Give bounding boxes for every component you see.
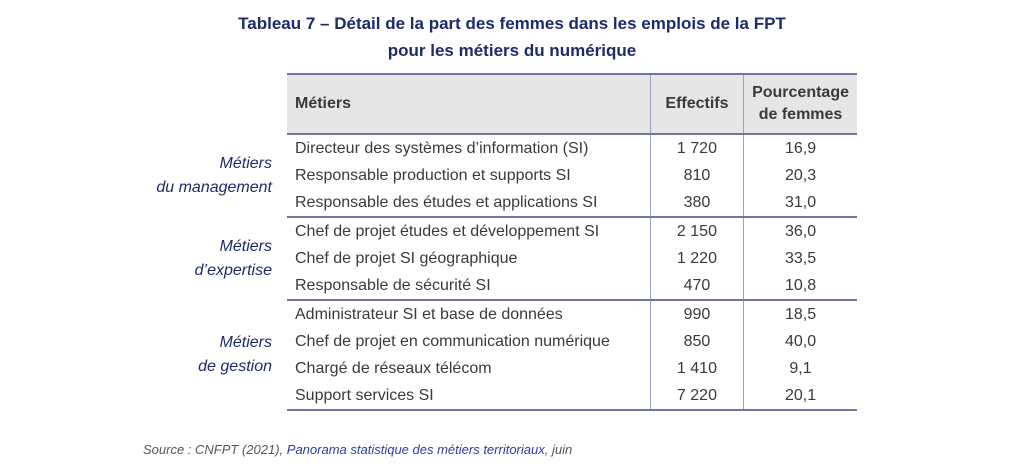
cell-effectifs: 850 [650,328,743,355]
header-effectifs: Effectifs [650,74,743,134]
group-label-line-1: Métiers [219,154,272,172]
cell-effectifs: 990 [650,300,743,328]
cell-effectifs: 1 220 [650,245,743,272]
cell-pourcentage: 10,8 [744,272,857,300]
group-label-line-1: Métiers [219,237,272,255]
cell-effectifs: 7 220 [650,382,743,410]
cell-pourcentage: 33,5 [744,245,857,272]
data-table [287,73,857,411]
source-link[interactable]: Panorama statistique des métiers territoriaux [286,442,545,457]
group-label-line-2: du management [156,178,272,196]
cell-metier: Chargé de réseaux télécom [295,360,492,377]
group-label-line-1: Métiers [219,334,272,351]
cell-effectifs: 380 [650,189,743,217]
cell-effectifs: 1 720 [650,134,743,162]
table-row [287,300,857,328]
cell-effectifs: 1 410 [650,355,743,382]
table-row [287,382,857,410]
table-row [287,134,857,162]
cell-metier: Chef de projet SI géographique [295,250,518,267]
table-row [287,272,857,300]
source-prefix: Source : CNFPT (2021), [143,442,287,457]
cell-effectifs: 470 [650,272,743,300]
cell-pourcentage: 18,5 [744,300,857,328]
cell-effectifs: 2 150 [650,217,743,245]
cell-pourcentage: 16,9 [744,134,857,162]
header-pourcentage [744,74,857,134]
cell-metier: Chef de projet études et développement SI [287,217,650,245]
source-note [143,442,572,457]
cell-metier: Responsable des études et applications SI [295,194,598,211]
cell-metier: Directeur des systèmes d’information (SI) [295,140,589,157]
table-body [287,134,857,410]
source-suffix: , juin [544,442,573,457]
table-row [287,245,857,272]
group-label-line-2: d’expertise [194,261,272,279]
cell-metier: Support services SI [287,382,650,410]
group-label-line-2: de gestion [198,358,272,375]
group-label [195,235,272,283]
cell-pourcentage: 20,3 [744,162,857,189]
header-pourcentage-line-2: de femmes [758,106,843,123]
group-label [156,152,272,200]
cell-metier: Administrateur SI et base de données [287,300,650,328]
header-pourcentage-line-1: Pourcentage [752,84,849,101]
table-row [287,189,857,217]
cell-metier: Chef de projet en communication numérique [295,333,610,350]
cell-pourcentage: 20,1 [744,382,857,410]
cell-metier: Responsable production et supports SI [295,167,571,184]
cell-pourcentage: 36,0 [744,217,857,245]
cell-pourcentage: 40,0 [744,328,857,355]
header-metiers: Métiers [287,74,650,134]
cell-effectifs: 810 [650,162,743,189]
table-row [287,162,857,189]
group-label [198,331,272,379]
title-line-2: pour les métiers du numérique [387,41,637,60]
table-title [0,10,1024,64]
table-header-row [287,74,857,134]
cell-pourcentage: 31,0 [744,189,857,217]
cell-pourcentage: 9,1 [744,355,857,382]
table-row [287,217,857,245]
table-row [287,355,857,382]
title-line-1: Tableau 7 – Détail de la part des femmes dans les emplois de la FPT [238,14,786,33]
cell-metier: Responsable de sécurité SI [295,277,491,294]
table-row [287,328,857,355]
